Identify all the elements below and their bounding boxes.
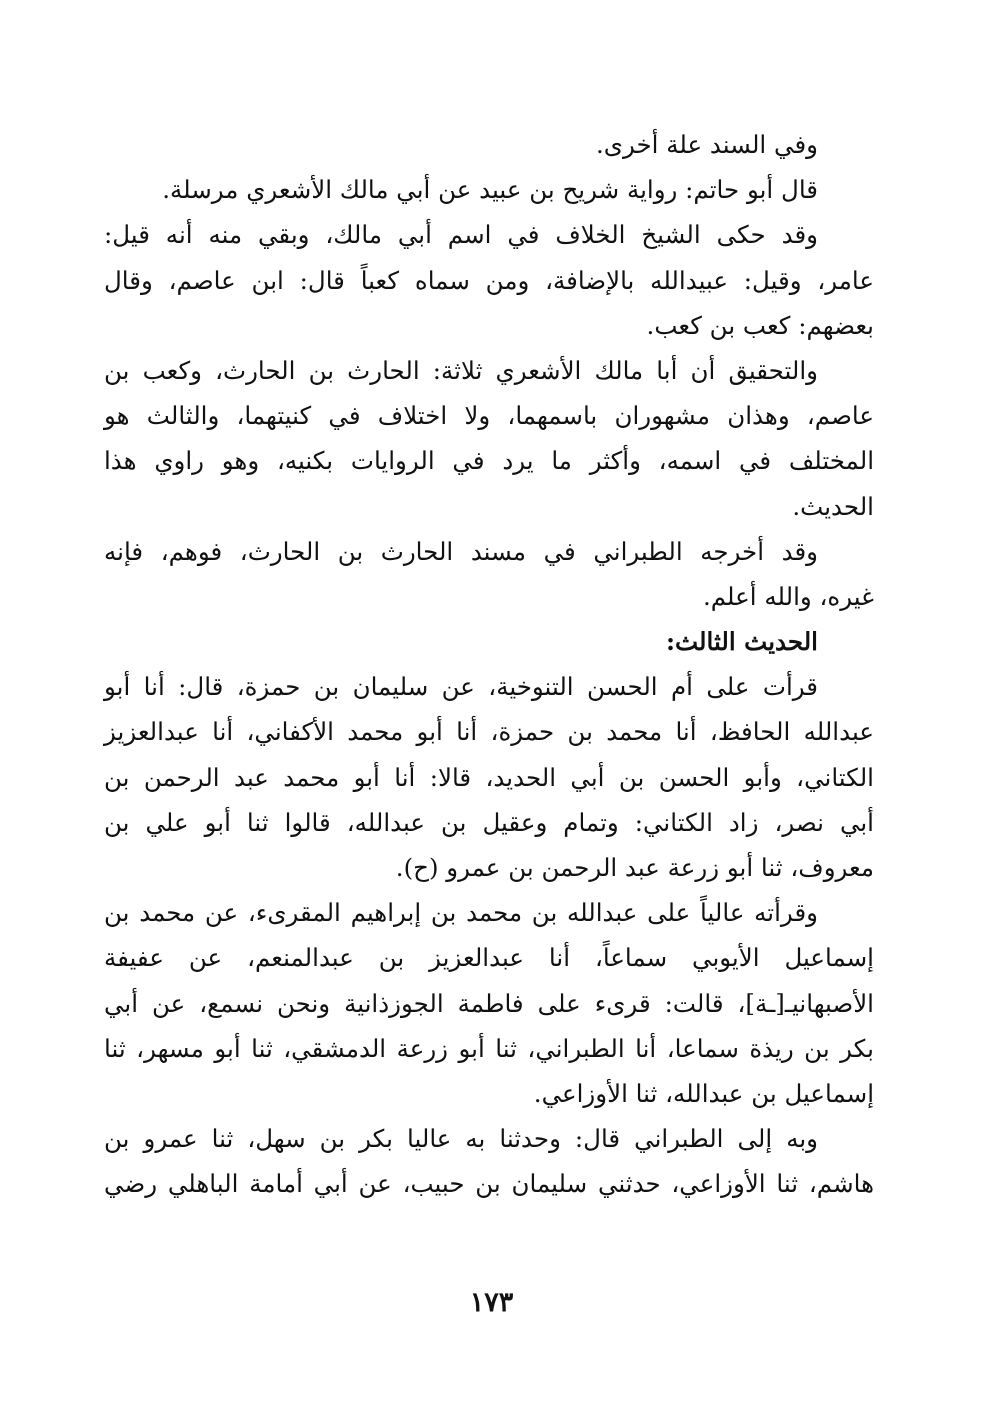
text-line: غيره، والله أعلم. [702, 581, 874, 611]
text-line: عامر، وقيل: عبيدالله بالإضافة، ومن سماه كعباً قال: ابن عاصم، وقال [104, 265, 874, 295]
text-line: بعضهم: كعب بن كعب. [646, 310, 874, 340]
text-line: الحديث. [792, 491, 874, 521]
text-line: هاشم، ثنا الأوزاعي، حدثني سليمان بن حبيب، عن أبي أمامة الباهلي رضي [104, 1169, 874, 1199]
text-line: الكتاني، وأبو الحسن بن أبي الحديد، قالا: أنا أبو محمد عبد الرحمن بن [104, 762, 874, 792]
text-line: وقد حكى الشيخ الخلاف في اسم أبي مالك، وبقي منه أنه قيل: [104, 220, 818, 250]
text-line: وقد أخرجه الطبراني في مسند الحارث بن الحارث، فوهم، فإنه [104, 536, 818, 566]
body-text [104, 122, 874, 1207]
text-line: إسماعيل الأيوبي سماعاً، أنا عبدالعزيز بن عبدالمنعم، عن عفيفة [104, 943, 874, 973]
text-line: وفي السند علة أخرى. [595, 130, 818, 159]
section-heading: الحديث الثالث: [665, 627, 818, 657]
text-line: عبدالله الحافظ، أنا محمد بن حمزة، أنا أبو محمد الأكفاني، أنا عبدالعزيز [104, 717, 874, 747]
text-line: قال أبو حاتم: رواية شريح بن عبيد عن أبي مالك الأشعري مرسلة. [162, 175, 818, 205]
text-line: وقرأته عالياً على عبدالله بن محمد بن إبراهيم المقرىء، عن محمد بن [104, 898, 818, 928]
text-line: وبه إلى الطبراني قال: وحدثنا به عاليا بكر بن سهل، ثنا عمرو بن [104, 1124, 818, 1154]
text-line: أبي نصر، زاد الكتاني: وتمام وعقيل بن عبدالله، قالوا ثنا أبو علي بن [104, 807, 874, 837]
text-line: معروف، ثنا أبو زرعة عبد الرحمن بن عمرو (ح). [395, 853, 874, 882]
text-line: والتحقيق أن أبا مالك الأشعري ثلاثة: الحارث بن الحارث، وكعب بن [104, 355, 818, 385]
text-line: قرأت على أم الحسن التنوخية، عن سليمان بن حمزة، قال: أنا أبو [104, 672, 818, 702]
text-line: المختلف في اسمه، وأكثر ما يرد في الروايات بكنيه، وهو راوي هذا [104, 446, 874, 476]
text-line: عاصم، وهذان مشهوران باسمهما، ولا اختلاف في كنيتهما، والثالث هو [104, 401, 874, 431]
page-number: ١٧٣ [469, 1287, 514, 1318]
text-line: إسماعيل بن عبدالله، ثنا الأوزاعي. [533, 1078, 874, 1108]
text-line: بكر بن ريذة سماعا، أنا الطبراني، ثنا أبو زرعة الدمشقي، ثنا أبو مسهر، ثنا [104, 1033, 874, 1063]
text-line: الأصبهانيـ[ـة]، قالت: قرىء على فاطمة الجوزذانية ونحن نسمع، عن أبي [104, 988, 874, 1018]
